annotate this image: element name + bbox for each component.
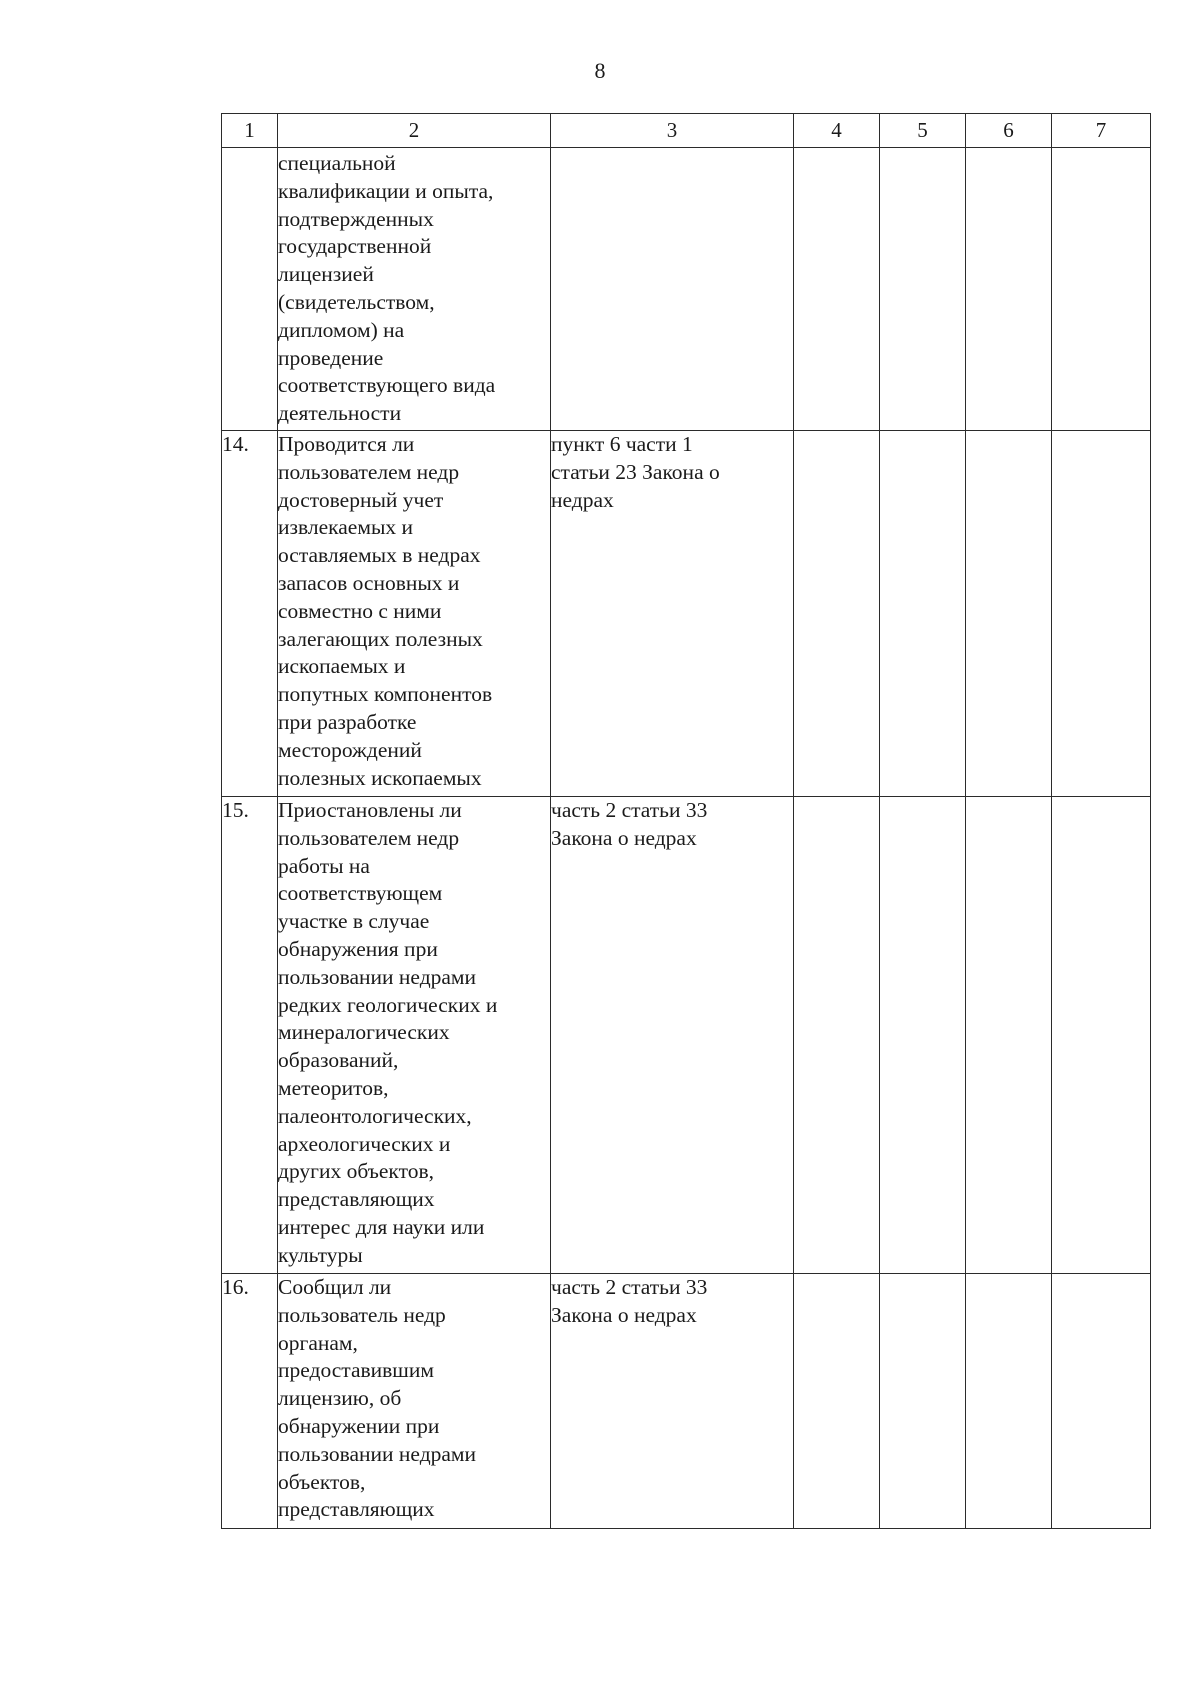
answer-cell-col5: [880, 148, 966, 431]
answer-cell-col5: [880, 431, 966, 797]
answer-cell-col6: [966, 797, 1052, 1274]
answer-cell-col4: [794, 148, 880, 431]
page-number: 8: [594, 58, 606, 83]
answer-cell-col6: [966, 148, 1052, 431]
legal-reference: часть 2 статьи 33 Закона о недрах: [551, 1274, 794, 1529]
requirement-question: Проводится ли пользователем недр достоверный учет извлекаемых и оставляемых в недрах запасов основных и совместно с ними залегающих полезных ископаемых и попутных компонентов при разработке месторождений полезных ископаемых: [278, 431, 551, 797]
column-header-7: 7: [1052, 114, 1151, 148]
row-number: [222, 148, 278, 431]
table-row: [222, 797, 1151, 1274]
table-row: [222, 1274, 1151, 1529]
column-header-6: 6: [966, 114, 1052, 148]
row-number: 14.: [222, 431, 278, 797]
answer-cell-col7: [1052, 1274, 1151, 1529]
column-header-2: 2: [278, 114, 551, 148]
answer-cell-col4: [794, 431, 880, 797]
table-row: [222, 148, 1151, 431]
legal-reference: пункт 6 части 1 статьи 23 Закона о недрах: [551, 431, 794, 797]
answer-cell-col7: [1052, 797, 1151, 1274]
column-header-5: 5: [880, 114, 966, 148]
table-row: [222, 431, 1151, 797]
legal-reference: [551, 148, 794, 431]
answer-cell-col4: [794, 797, 880, 1274]
answer-cell-col6: [966, 431, 1052, 797]
answer-cell-col6: [966, 1274, 1052, 1529]
checklist-table: [221, 113, 1151, 1529]
legal-reference: часть 2 статьи 33 Закона о недрах: [551, 797, 794, 1274]
row-number: 16.: [222, 1274, 278, 1529]
answer-cell-col4: [794, 1274, 880, 1529]
column-header-3: 3: [551, 114, 794, 148]
answer-cell-col5: [880, 797, 966, 1274]
answer-cell-col7: [1052, 431, 1151, 797]
answer-cell-col7: [1052, 148, 1151, 431]
answer-cell-col5: [880, 1274, 966, 1529]
requirement-question: Приостановлены ли пользователем недр работы на соответствующем участке в случае обнаружения при пользовании недрами редких геологических и минералогических образований, метеоритов, палеонтологических, археологических и других объектов, представляющих интерес для науки или культуры: [278, 797, 551, 1274]
requirement-question: специальной квалификации и опыта, подтвержденных государственной лицензией (свидетельством, дипломом) на проведение соответствующего вида деятельности: [278, 148, 551, 431]
column-header-1: 1: [222, 114, 278, 148]
column-header-4: 4: [794, 114, 880, 148]
header-row: [222, 114, 1151, 148]
row-number: 15.: [222, 797, 278, 1274]
requirement-question: Сообщил ли пользователь недр органам, предоставившим лицензию, об обнаружении при пользовании недрами объектов, представляющих: [278, 1274, 551, 1529]
